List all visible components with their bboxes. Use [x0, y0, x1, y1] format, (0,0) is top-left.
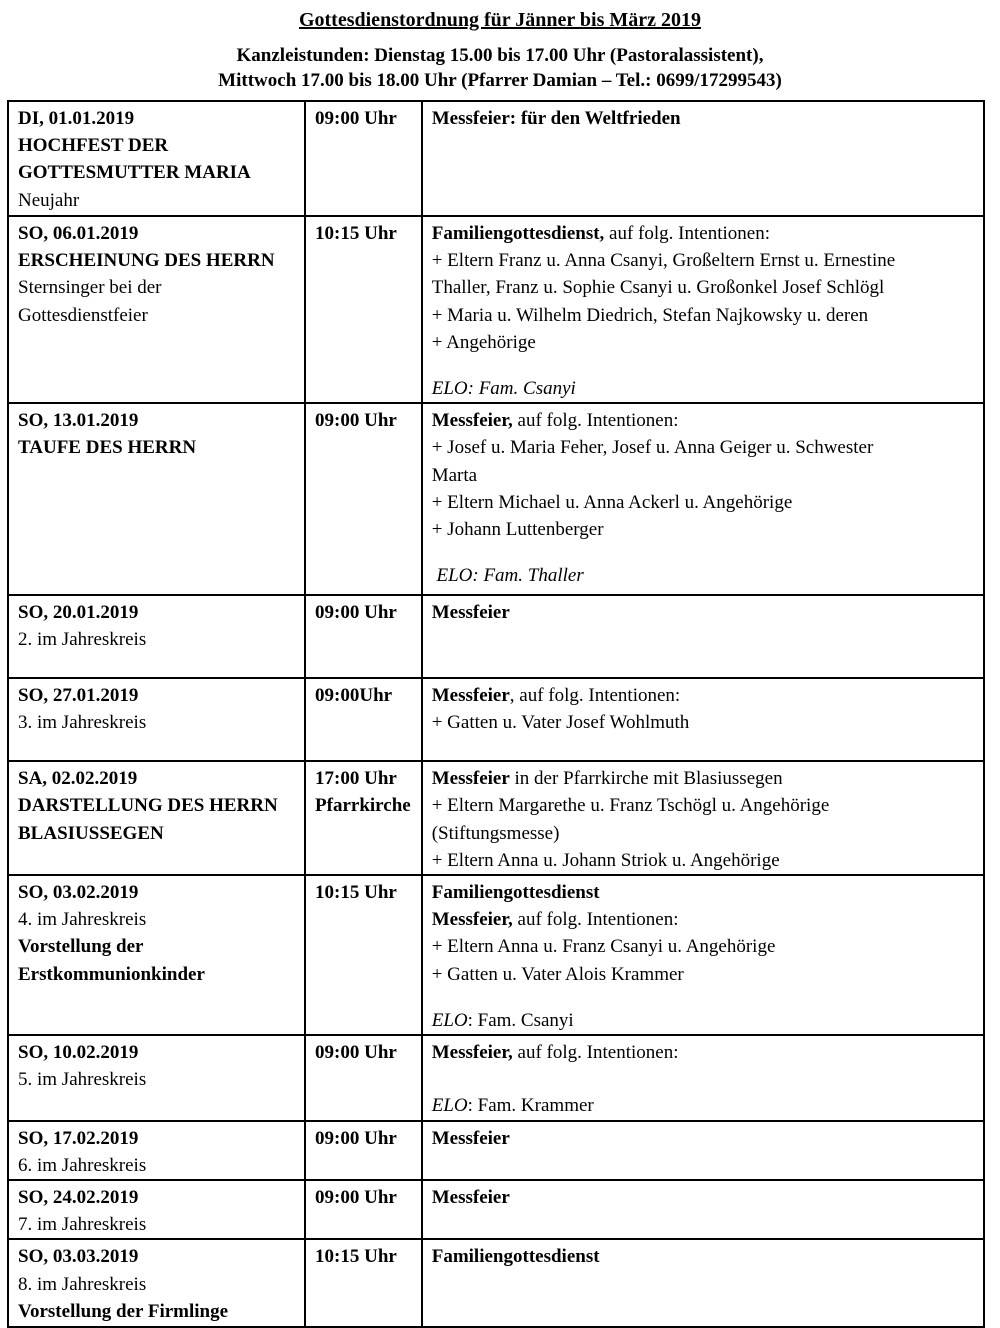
intention-line: + Gatten u. Vater Alois Krammer: [431, 963, 684, 985]
intention-line: + Eltern Anna u. Johann Striok u. Angehörige: [431, 849, 780, 871]
elo-detail: : Fam. Csanyi: [467, 1009, 574, 1031]
date-cell: [8, 678, 305, 761]
date-cell: [8, 1180, 305, 1239]
intention-line: + Angehörige: [431, 331, 536, 353]
office-hours-line-1: Kanzleistunden: Dienstag 15.00 bis 17.00 Uhr (Pastoralassistent),: [236, 45, 764, 66]
service-detail: auf folg. Intentionen:: [512, 1042, 679, 1064]
service-detail: auf folg. Intentionen:: [604, 223, 770, 244]
intention-line: + Eltern Franz u. Anna Csanyi, Großeltern Ernst u. Ernestine: [431, 250, 896, 272]
service-label: Messfeier,: [431, 410, 513, 432]
intention-line: + Josef u. Maria Feher, Josef u. Anna Geiger u. Schwester: [431, 437, 874, 459]
occasion-note: 4. im Jahreskreis: [18, 909, 147, 931]
schedule-row: [8, 595, 984, 678]
page-title: Gottesdienstordnung für Jänner bis März 2019: [298, 9, 702, 31]
feast-label: GOTTESMUTTER MARIA: [18, 162, 251, 184]
service-detail: , auf folg. Intentionen:: [509, 685, 681, 707]
date-label: SO, 10.02.2019: [18, 1042, 139, 1064]
service-label: Messfeier: [431, 602, 510, 624]
occasion-note: 6. im Jahreskreis: [18, 1154, 147, 1176]
date-label: SA, 02.02.2019: [18, 768, 138, 790]
date-cell: [8, 403, 305, 595]
time-label: 10:15 Uhr: [315, 1246, 397, 1268]
time-cell: [305, 1035, 422, 1121]
feast-label: ERSCHEINUNG DES HERRN: [18, 250, 275, 272]
schedule-row: [8, 403, 984, 595]
schedule-row: [8, 1180, 984, 1239]
occasion-note: 7. im Jahreskreis: [18, 1214, 147, 1236]
date-label: SO, 03.03.2019: [18, 1246, 139, 1268]
intention-line: + Gatten u. Vater Josef Wohlmuth: [431, 712, 690, 734]
time-label: 17:00 Uhr: [315, 768, 397, 790]
date-cell: [8, 1035, 305, 1121]
date-cell: [8, 761, 305, 875]
elo-label: ELO: Fam. Csanyi: [431, 378, 576, 400]
time-label: 09:00 Uhr: [315, 410, 397, 432]
elo-label: ELO: [431, 1095, 468, 1117]
time-cell: [305, 1239, 422, 1327]
date-label: SO, 24.02.2019: [18, 1187, 139, 1209]
time-cell: [305, 101, 422, 216]
service-cell: [422, 1121, 984, 1180]
time-cell: [305, 403, 422, 595]
date-cell: [8, 875, 305, 1035]
occasion-note: Sternsinger bei der: [18, 277, 162, 299]
place-label: Pfarrkirche: [315, 795, 411, 817]
service-detail: auf folg. Intentionen:: [512, 410, 679, 432]
intention-line: + Eltern Margarethe u. Franz Tschögl u. Angehörige: [431, 795, 830, 817]
schedule-row: [8, 761, 984, 875]
service-label: Familiengottesdienst,: [431, 223, 605, 244]
schedule-row: [8, 1035, 984, 1121]
elo-label: ELO: Fam. Thaller: [431, 565, 584, 587]
time-cell: [305, 1121, 422, 1180]
schedule-row: [8, 101, 984, 216]
service-cell: [422, 1239, 984, 1327]
date-label: DI, 01.01.2019: [18, 108, 135, 129]
occasion-note: 2. im Jahreskreis: [18, 629, 147, 651]
occasion-note: Neujahr: [18, 189, 80, 211]
time-label: 09:00 Uhr: [315, 108, 397, 129]
service-detail: auf folg. Intentionen:: [512, 909, 679, 931]
intention-line: (Stiftungsmesse): [431, 822, 560, 844]
date-label: SO, 03.02.2019: [18, 882, 139, 904]
time-cell: [305, 1180, 422, 1239]
schedule-row: [8, 1121, 984, 1180]
service-label: Messfeier,: [431, 909, 513, 931]
service-label: Messfeier: [431, 768, 510, 790]
time-cell: [305, 875, 422, 1035]
service-cell: [422, 678, 984, 761]
feast-label: BLASIUSSEGEN: [18, 822, 164, 844]
occasion-note: 5. im Jahreskreis: [18, 1069, 147, 1091]
time-label: 09:00Uhr: [315, 685, 393, 707]
feast-label: TAUFE DES HERRN: [18, 437, 197, 459]
schedule-table: [7, 100, 985, 1328]
intention-line: Marta: [431, 464, 478, 486]
service-cell: [422, 403, 984, 595]
intention-line: + Johann Luttenberger: [431, 519, 604, 541]
schedule-row: [8, 875, 984, 1035]
schedule-row: [8, 1239, 984, 1327]
time-cell: [305, 595, 422, 678]
date-cell: [8, 1239, 305, 1327]
office-hours-line-2: Mittwoch 17.00 bis 18.00 Uhr (Pfarrer Damian – Tel.: 0699/17299543): [218, 70, 782, 91]
service-label: Messfeier: [431, 1127, 510, 1149]
service-cell: [422, 1035, 984, 1121]
service-cell: [422, 101, 984, 216]
time-cell: [305, 761, 422, 875]
schedule-row: [8, 678, 984, 761]
date-label: SO, 27.01.2019: [18, 685, 139, 707]
time-label: 10:15 Uhr: [315, 223, 397, 244]
intention-line: + Eltern Anna u. Franz Csanyi u. Angehörige: [431, 936, 776, 958]
elo-detail: : Fam. Krammer: [467, 1095, 594, 1117]
date-label: SO, 06.01.2019: [18, 223, 139, 244]
service-label: Messfeier: [431, 685, 510, 707]
service-label: Messfeier: für den Weltfrieden: [431, 108, 681, 129]
service-cell: [422, 1180, 984, 1239]
time-cell: [305, 216, 422, 403]
schedule-row: [8, 216, 984, 403]
time-label: 09:00 Uhr: [315, 602, 397, 624]
occasion-note: 3. im Jahreskreis: [18, 712, 147, 734]
occasion-note: 8. im Jahreskreis: [18, 1273, 147, 1295]
time-label: 10:15 Uhr: [315, 882, 397, 904]
time-label: 09:00 Uhr: [315, 1187, 397, 1209]
feast-label: HOCHFEST DER: [18, 135, 169, 157]
service-cell: [422, 875, 984, 1035]
intention-line: + Eltern Michael u. Anna Ackerl u. Angehörige: [431, 491, 793, 513]
date-label: SO, 13.01.2019: [18, 410, 139, 432]
date-label: SO, 17.02.2019: [18, 1127, 139, 1149]
feast-label: Vorstellung der: [18, 936, 144, 958]
feast-label: DARSTELLUNG DES HERRN: [18, 795, 278, 817]
time-cell: [305, 678, 422, 761]
date-cell: [8, 101, 305, 216]
date-cell: [8, 1121, 305, 1180]
occasion-note: Gottesdienstfeier: [18, 304, 148, 326]
service-label: Familiengottesdienst: [431, 1246, 600, 1268]
elo-label: ELO: [431, 1009, 468, 1031]
service-label: Messfeier,: [431, 1042, 513, 1064]
service-cell: [422, 761, 984, 875]
service-cell: [422, 595, 984, 678]
time-label: 09:00 Uhr: [315, 1127, 397, 1149]
date-cell: [8, 216, 305, 403]
intention-line: Thaller, Franz u. Sophie Csanyi u. Großonkel Josef Schlögl: [431, 277, 885, 299]
intention-line: + Maria u. Wilhelm Diedrich, Stefan Najkowsky u. deren: [431, 304, 869, 326]
date-cell: [8, 595, 305, 678]
feast-label: Erstkommunionkinder: [18, 963, 205, 985]
service-label: Familiengottesdienst: [431, 882, 600, 904]
feast-label: Vorstellung der Firmlinge: [18, 1300, 229, 1322]
date-label: SO, 20.01.2019: [18, 602, 139, 624]
service-cell: [422, 216, 984, 403]
service-label: Messfeier: [431, 1187, 510, 1209]
service-detail: in der Pfarrkirche mit Blasiussegen: [509, 768, 783, 790]
time-label: 09:00 Uhr: [315, 1042, 397, 1064]
